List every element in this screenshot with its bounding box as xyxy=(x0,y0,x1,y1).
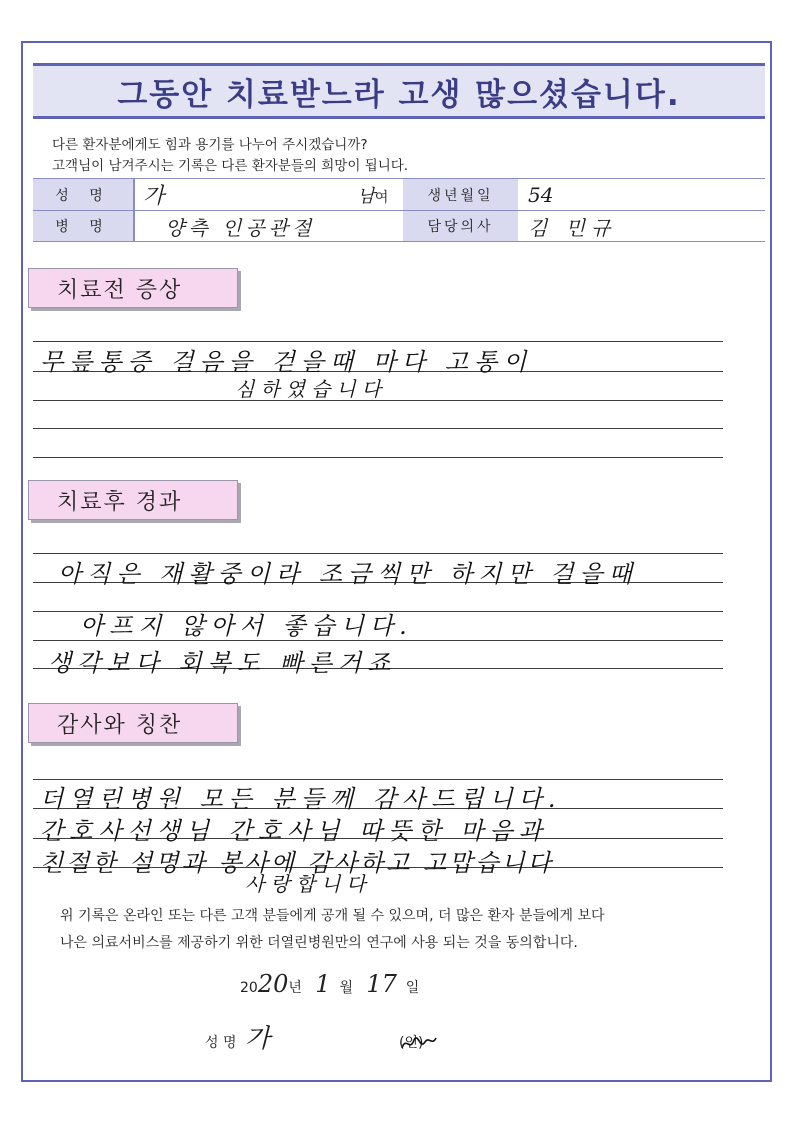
thanks-line-2: 간호사선생님 간호사님 따뜻한 마음과 xyxy=(40,817,548,845)
thanks-line-1: 더열린병원 모든 분들께 감사드립니다. xyxy=(40,785,562,813)
day-handwritten: 17 xyxy=(366,970,397,998)
intro-line-2: 고객님이 남겨주시는 기록은 다른 환자분들의 희망이 됩니다. xyxy=(52,158,409,174)
section-before-title: 치료전 증상 xyxy=(28,268,238,308)
rule xyxy=(33,428,723,429)
month-unit: 월 xyxy=(339,980,353,996)
day-unit: 일 xyxy=(405,980,420,996)
year-prefix: 20 xyxy=(240,980,258,996)
signature-label: 성 명 xyxy=(205,1035,237,1051)
doctor-label: 담당의사 xyxy=(403,211,518,242)
signature-row xyxy=(205,1018,438,1056)
name-label: 성 명 xyxy=(33,179,133,211)
after-line-2: 아프지 않아서 좋습니다. xyxy=(80,612,413,640)
year-handwritten: 20 xyxy=(257,970,289,998)
before-line-1: 무릎통증 걸음을 걷을때 마다 고통이 xyxy=(40,348,533,376)
gender-female: 여 xyxy=(374,189,389,206)
month-handwritten: 1 xyxy=(315,970,331,998)
birth-value: 54 xyxy=(528,182,554,207)
section-after-title: 치료후 경과 xyxy=(28,480,238,520)
signature-scribble xyxy=(398,1030,438,1056)
year-unit: 년 xyxy=(288,980,302,996)
consent-line-1: 위 기록은 온라인 또는 다른 고객 분들에게 공개 될 수 있으며, 더 많은 환자 분들에게 보다 xyxy=(60,908,605,924)
intro-line-1: 다른 환자분에게도 힘과 용기를 나누어 주시겠습니까? xyxy=(52,137,368,153)
consent-line-2: 나은 의료서비스를 제공하기 위한 더열린병원만의 연구에 사용 되는 것을 동의합니다. xyxy=(60,935,578,951)
date-row xyxy=(240,970,419,998)
rule xyxy=(33,457,723,458)
page-title: 그동안 치료받느라 고생 많으셨습니다. xyxy=(117,76,681,113)
disease-label: 병 명 xyxy=(33,211,133,242)
thanks-line-3: 친절한 설명과 봉사에 감사하고 고맙습니다 xyxy=(40,849,554,877)
birth-label: 생년월일 xyxy=(403,179,518,211)
gender-male: 남 xyxy=(357,185,375,207)
title-banner xyxy=(33,63,765,119)
name-value: 가 xyxy=(143,184,165,209)
thanks-line-4: 사랑합니다 xyxy=(245,872,372,896)
seal-label: (인) xyxy=(398,1035,424,1051)
patient-info-table xyxy=(33,178,765,242)
doctor-value: 김 민규 xyxy=(528,215,617,240)
after-line-1: 아직은 재활중이라 조금씩만 하지만 걸을때 xyxy=(58,560,638,588)
disease-value: 양측 인공관절 xyxy=(165,215,316,240)
after-line-3: 생각보다 회복도 빠른거죠 xyxy=(48,649,397,677)
before-line-2: 심하였습니다 xyxy=(235,377,387,401)
signature-name: 가 xyxy=(244,1024,271,1054)
section-thanks-title: 감사와 칭찬 xyxy=(28,703,238,743)
